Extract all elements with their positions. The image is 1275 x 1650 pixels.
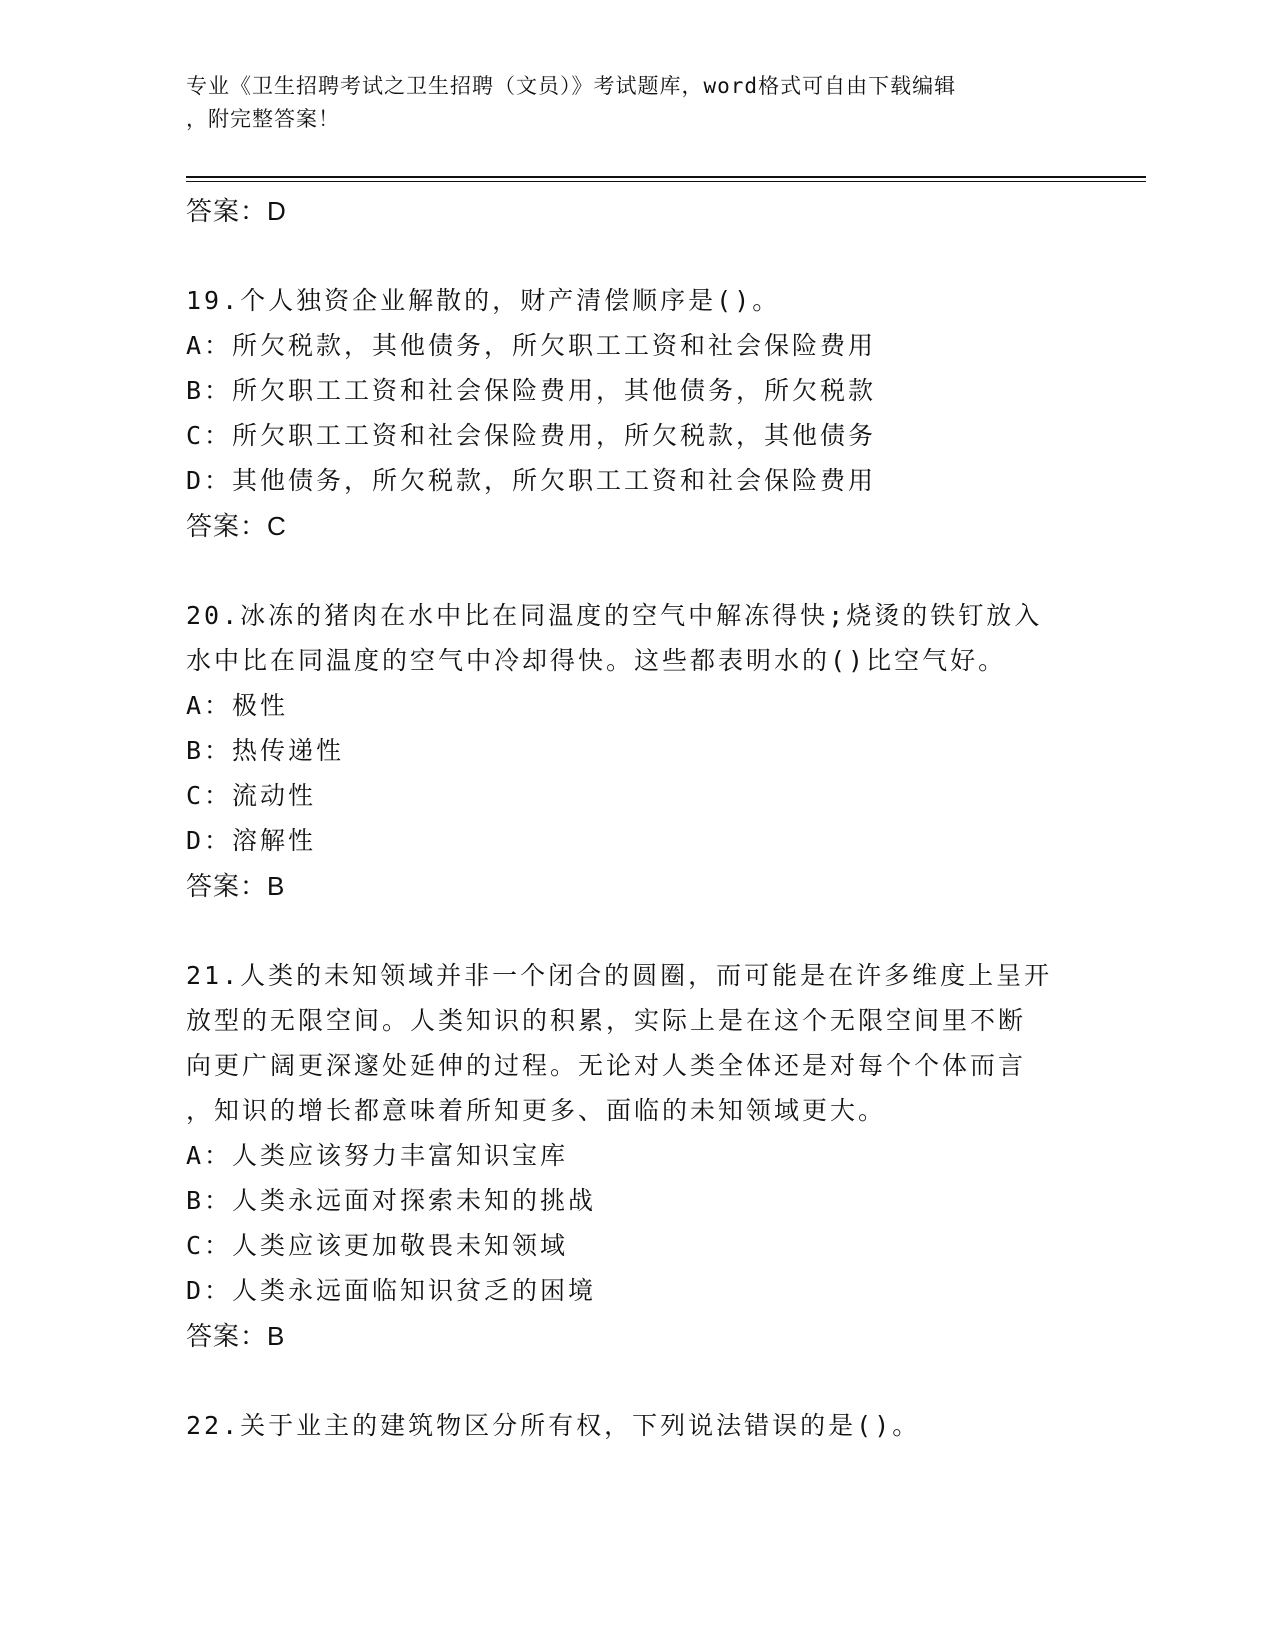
option-c: C：流动性: [186, 781, 317, 810]
header-rule-thin: [186, 181, 1146, 182]
question-list: [186, 188, 1086, 1448]
answer-line: 答案：B: [186, 1321, 286, 1351]
option-a: A：极性: [186, 691, 289, 720]
question-text: 22.关于业主的建筑物区分所有权，下列说法错误的是()。: [186, 1411, 921, 1440]
answer-line: 答案：B: [186, 871, 286, 901]
header-rule-thick: [186, 176, 1146, 178]
spacer: [186, 234, 1086, 278]
question-text-line: 20.冰冻的猪肉在水中比在同温度的空气中解冻得快;烧烫的铁钉放入: [186, 601, 1043, 630]
question-block: [186, 1403, 1086, 1448]
question-block: [186, 278, 1086, 549]
header-line-2: ，附完整答案！: [186, 107, 340, 131]
header-line-1: 专业《卫生招聘考试之卫生招聘（文员）》考试题库，word格式可自由下载编辑: [186, 74, 957, 98]
answer-line: 答案：C: [186, 511, 287, 541]
option-a: A：人类应该努力丰富知识宝库: [186, 1141, 569, 1170]
spacer: [186, 909, 1086, 953]
document-header: [186, 70, 1066, 136]
question-block: [186, 593, 1086, 909]
spacer: [186, 549, 1086, 593]
question-text-line: 向更广阔更深邃处延伸的过程。无论对人类全体还是对每个个体而言: [186, 1051, 1027, 1080]
option-c: C：所欠职工工资和社会保险费用，所欠税款，其他债务: [186, 421, 877, 450]
question-text-line: 放型的无限空间。人类知识的积累，实际上是在这个无限空间里不断: [186, 1006, 1027, 1035]
option-b: B：所欠职工工资和社会保险费用，其他债务，所欠税款: [186, 376, 877, 405]
question-block: [186, 953, 1086, 1359]
question-text-line: 水中比在同温度的空气中冷却得快。这些都表明水的()比空气好。: [186, 646, 1007, 675]
spacer: [186, 1359, 1086, 1403]
option-d: D：人类永远面临知识贫乏的困境: [186, 1276, 597, 1305]
option-b: B：人类永远面对探索未知的挑战: [186, 1186, 597, 1215]
answer-line: 答案：D: [186, 196, 287, 226]
question-text: 19.个人独资企业解散的，财产清偿顺序是()。: [186, 286, 781, 315]
option-a: A：所欠税款，其他债务，所欠职工工资和社会保险费用: [186, 331, 877, 360]
option-b: B：热传递性: [186, 736, 345, 765]
question-text-line: ，知识的增长都意味着所知更多、面临的未知领域更大。: [186, 1096, 887, 1125]
option-d: D：溶解性: [186, 826, 317, 855]
question-text-line: 21.人类的未知领域并非一个闭合的圆圈，而可能是在许多维度上呈开: [186, 961, 1053, 990]
option-d: D：其他债务，所欠税款，所欠职工工资和社会保险费用: [186, 466, 877, 495]
option-c: C：人类应该更加敬畏未知领域: [186, 1231, 569, 1260]
